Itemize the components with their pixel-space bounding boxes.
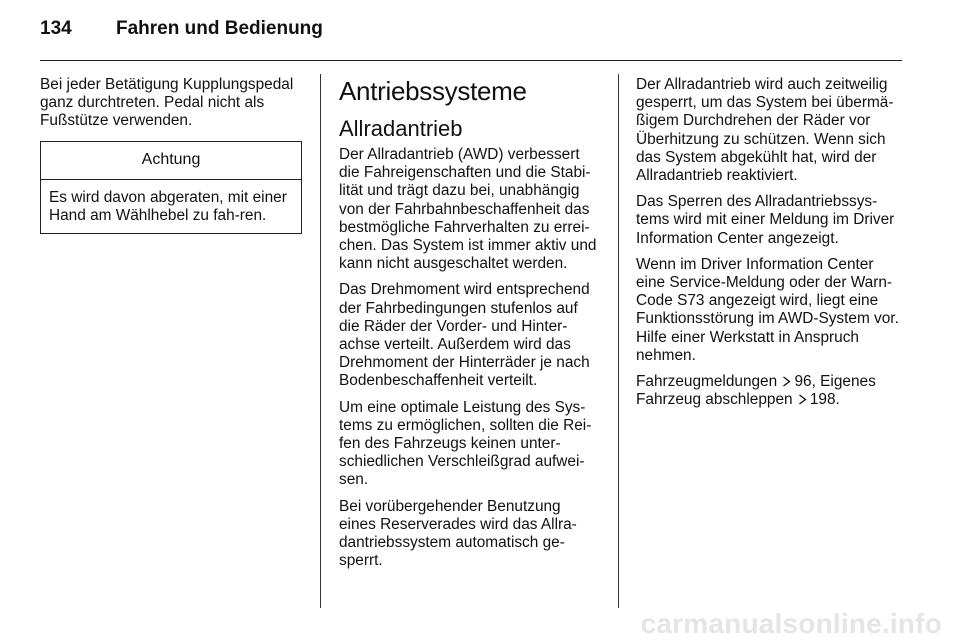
reference-link-text[interactable]: Fahrzeugmeldungen [636, 373, 778, 391]
subsection-heading: Allradantrieb [339, 116, 463, 141]
reference-paragraph [636, 373, 902, 409]
page-number: 134 [40, 18, 72, 39]
section-heading: Antriebssysteme [339, 76, 527, 106]
body-paragraph: Bei vorübergehender Benutzung eines Reserverades wird das Allra-dantriebssystem automatisch ge-sperrt. [339, 497, 577, 570]
intro-paragraph: Bei jeder Betätigung Kupplungspedal ganz durchtreten. Pedal nicht als Fußstütze verwenden. [40, 76, 294, 130]
body-paragraph: Wenn im Driver Information Center eine Service-Meldung oder der Warn-Code S73 angezeigt wird, liegt eine Funktionsstörung im AWD-System vor. Hilfe einer Werkstatt in Anspruch nehmen. [636, 255, 899, 364]
reference-page[interactable]: 96, Eigenes [794, 373, 876, 391]
body-paragraph: Der Allradantrieb (AWD) verbessert die Fahreigenschaften und die Stabi-lität und trägt dazu bei, unabhängig von der Fahrbahnbeschaffenheit das bestmögliche Fahrverhalten zu errei-chen. Das System ist immer aktiv und kann nicht ausgeschaltet werden. [339, 146, 597, 273]
column-right [636, 76, 902, 417]
reference-arrow-icon [798, 394, 807, 405]
body-paragraph: Das Sperren des Allradantriebssys-tems wird mit einer Meldung im Driver Information Center angezeigt. [636, 193, 895, 247]
header-rule [40, 60, 902, 61]
body-paragraph: Um eine optimale Leistung des Sys-tems zu ermöglichen, sollten die Rei-fen des Fahrzeugs keinen unter-schiedlichen Verschleißgrad aufwei-sen. [339, 398, 592, 489]
body-paragraph: Das Drehmoment wird entsprechend der Fahrbedingungen stufenlos auf die Räder der Vorder- und Hinter-achse verteilt. Außerdem wird das Drehmoment der Hinterräder je nach Bodenbeschaffenheit verteilt. [339, 281, 590, 390]
column-divider [618, 74, 619, 608]
column-middle [339, 76, 601, 578]
reference-arrow-icon [782, 376, 791, 387]
column-left [40, 76, 302, 234]
warning-box [40, 141, 302, 235]
warning-title: Achtung [41, 142, 301, 180]
chapter-title: Fahren und Bedienung [116, 18, 323, 39]
watermark: carmanualsonline.info [640, 608, 942, 639]
body-paragraph: Der Allradantrieb wird auch zeitweilig gesperrt, um das System bei übermä-ßigem Durchdrehen der Räder vor Überhitzung zu schützen. Wenn sich das System abgekühlt hat, wird der Allradantrieb reaktiviert. [636, 76, 894, 185]
reference-link-text[interactable]: Fahrzeug abschleppen [636, 391, 793, 409]
warning-text: Es wird davon abgeraten, mit einer Hand am Wählhebel zu fah-ren. [49, 188, 287, 225]
reference-page[interactable]: 198. [809, 391, 840, 409]
column-divider [320, 74, 321, 608]
